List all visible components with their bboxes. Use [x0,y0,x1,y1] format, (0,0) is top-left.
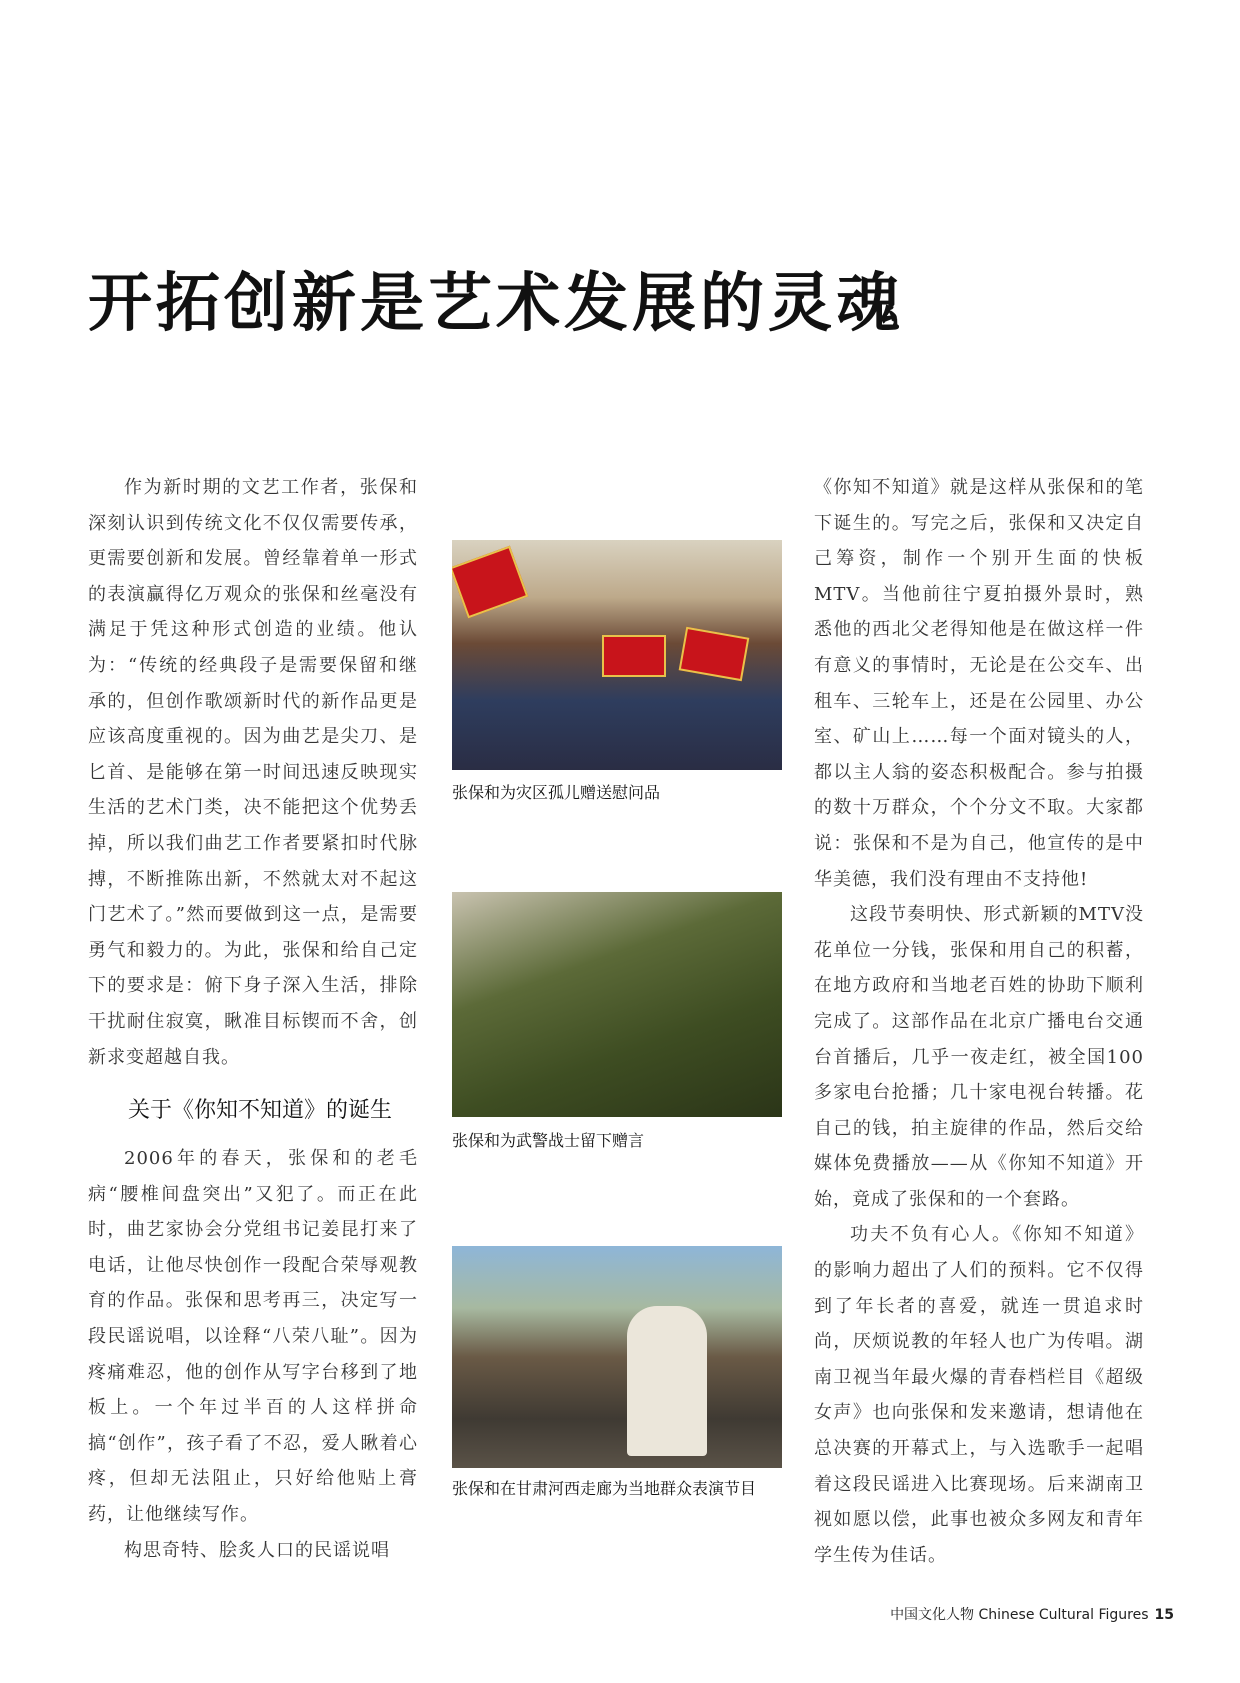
left-paragraph-1: 作为新时期的文艺工作者，张保和深刻认识到传统文化不仅仅需要传承，更需要创新和发展。曾经靠着单一形式的表演赢得亿万观众的张保和丝毫没有满足于凭这种形式创造的业绩。他认为：“传统的经典段子是需要保留和继承的，但创作歌颂新时代的新作品更是应该高度重视的。因为曲艺是尖刀、是匕首、是能够在第一时间迅速反映现实生活的艺术门类，决不能把这个优势丢掉，所以我们曲艺工作者要紧扣时代脉搏，不断推陈出新，不然就太对不起这门艺术了。”然而要做到这一点，是需要勇气和毅力的。为此，张保和给自己定下的要求是：俯下身子深入生活，排除干扰耐住寂寞，瞅准目标锲而不舍，创新求变超越自我。 [88,477,418,1068]
page-footer [890,1604,1174,1624]
section-subheading: 关于《你知不知道》的诞生 [128,1098,393,1124]
page-number: 15 [1154,1607,1174,1623]
right-paragraph-2: 这段节奏明快、形式新颖的MTV没花单位一分钱，张保和用自己的积蓄，在地方政府和当地老百姓的协助下顺利完成了。这部作品在北京广播电台交通台首播后，几乎一夜走红，被全国100多家电台抢播；几十家电视台转播。花自己的钱，拍主旋律的作品，然后交给媒体免费播放——从《你知不知道》开始，竟成了张保和的一个套路。 [814,904,1144,1210]
right-text-column [814,470,1144,1573]
photo-soldiers-inscription [452,892,782,1117]
left-text-column [88,470,418,1568]
red-banner-shape [452,546,528,619]
publication-name: 中国文化人物 Chinese Cultural Figures [890,1607,1149,1623]
photo-hexi-performance [452,1246,782,1468]
left-paragraph-2: 2006年的春天，张保和的老毛病“腰椎间盘突出”又犯了。而正在此时，曲艺家协会分党组书记姜昆打来了电话，让他尽快创作一段配合荣辱观教育的作品。张保和思考再三，决定写一段民谣说唱，以诠释“八荣八耻”。因为疼痛难忍，他的创作从写字台移到了地板上。一个年过半百的人这样拼命搞“创作”，孩子看了不忍，爱人瞅着心疼，但却无法阻止，只好给他贴上膏药，让他继续写作。 [88,1148,418,1526]
article-title: 开拓创新是艺术发展的灵魂 [88,266,904,341]
photo-caption-2: 张保和为武警战士留下赠言 [452,1131,645,1150]
red-banner-shape [602,635,666,677]
performer-figure [627,1306,707,1456]
red-banner-shape [679,627,750,681]
photo-caption-3: 张保和在甘肃河西走廊为当地群众表演节目 [452,1479,757,1498]
photo-orphans-gift [452,540,782,770]
right-paragraph-1: 《你知不知道》就是这样从张保和的笔下诞生的。写完之后，张保和又决定自己筹资，制作一个别开生面的快板MTV。当他前往宁夏拍摄外景时，熟悉他的西北父老得知他是在做这样一件有意义的事情时，无论是在公交车、出租车、三轮车上，还是在公园里、办公室、矿山上……每一个面对镜头的人，都以主人翁的姿态积极配合。参与拍摄的数十万群众，个个分文不取。大家都说：张保和不是为自己，他宣传的是中华美德，我们没有理由不支持他! [814,477,1144,890]
photo-caption-1: 张保和为灾区孤儿赠送慰问品 [452,783,661,802]
left-paragraph-3: 构思奇特、脍炙人口的民谣说唱 [124,1539,390,1561]
right-paragraph-3: 功夫不负有心人。《你知不知道》的影响力超出了人们的预料。它不仅得到了年长者的喜爱，就连一贯追求时尚，厌烦说教的年轻人也广为传唱。湖南卫视当年最火爆的青春档栏目《超级女声》也向张保和发来邀请，想请他在总决赛的开幕式上，与入选歌手一起唱着这段民谣进入比赛现场。后来湖南卫视如愿以偿，此事也被众多网友和青年学生传为佳话。 [814,1224,1144,1566]
